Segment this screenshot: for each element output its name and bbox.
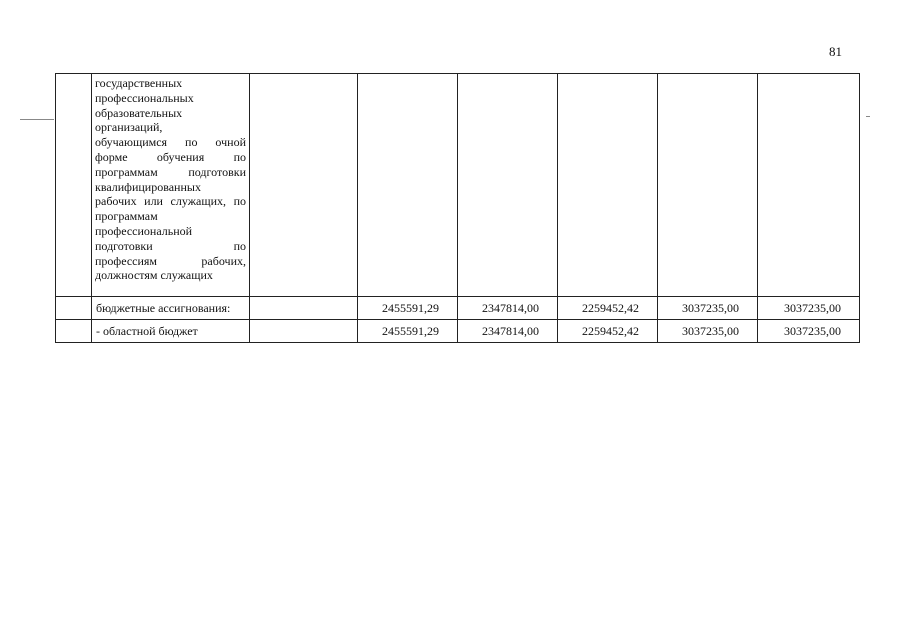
value-cell: 3037235,00 [658, 297, 758, 320]
description-line: образовательных [95, 105, 183, 120]
table-cell-empty [658, 74, 758, 297]
table-row-budget-allocations [56, 297, 860, 320]
table-cell-index [56, 297, 92, 320]
value-cell: 2259452,42 [558, 320, 658, 343]
value-cell: 2455591,29 [358, 297, 458, 320]
scan-mark-left [20, 119, 54, 120]
value-cell: 2455591,29 [358, 320, 458, 343]
description-line: квалифицированных [95, 179, 201, 194]
description-line: должностям служащих [95, 268, 213, 283]
description-line: подготовки по [95, 238, 246, 253]
row-label: бюджетные ассигнования: [92, 297, 250, 320]
table-cell-empty [250, 74, 358, 297]
description-line: форме обучения по [95, 149, 246, 164]
table-cell-empty [250, 297, 358, 320]
table-cell-index [56, 74, 92, 297]
value-cell: 2347814,00 [458, 297, 558, 320]
description-line: программам подготовки [95, 164, 246, 179]
scan-mark-right [866, 116, 870, 117]
description-line: обучающимся по очной [95, 135, 246, 150]
description-line: профессиональной [95, 223, 193, 238]
table-cell-empty [558, 74, 658, 297]
value-cell: 2347814,00 [458, 320, 558, 343]
value-cell: 3037235,00 [758, 297, 860, 320]
description-line: программам [95, 209, 158, 224]
table-row-description [56, 74, 860, 297]
value-cell: 3037235,00 [658, 320, 758, 343]
description-line: профессиям рабочих, [95, 253, 246, 268]
description-line: государственных [95, 76, 183, 90]
description-line: рабочих или служащих, по [95, 194, 246, 209]
table-cell-empty [458, 74, 558, 297]
table-cell-index [56, 320, 92, 343]
value-cell: 3037235,00 [758, 320, 860, 343]
table-cell-empty [758, 74, 860, 297]
description-line: организаций, [95, 120, 163, 135]
budget-table [55, 73, 860, 343]
table-row-regional-budget [56, 320, 860, 343]
table-cell-empty [358, 74, 458, 297]
page-number: 81 [829, 44, 842, 59]
value-cell: 2259452,42 [558, 297, 658, 320]
description-line: профессиональных [95, 90, 194, 105]
table-cell-empty [250, 320, 358, 343]
description-cell [92, 74, 250, 297]
row-label: - областной бюджет [92, 320, 250, 343]
